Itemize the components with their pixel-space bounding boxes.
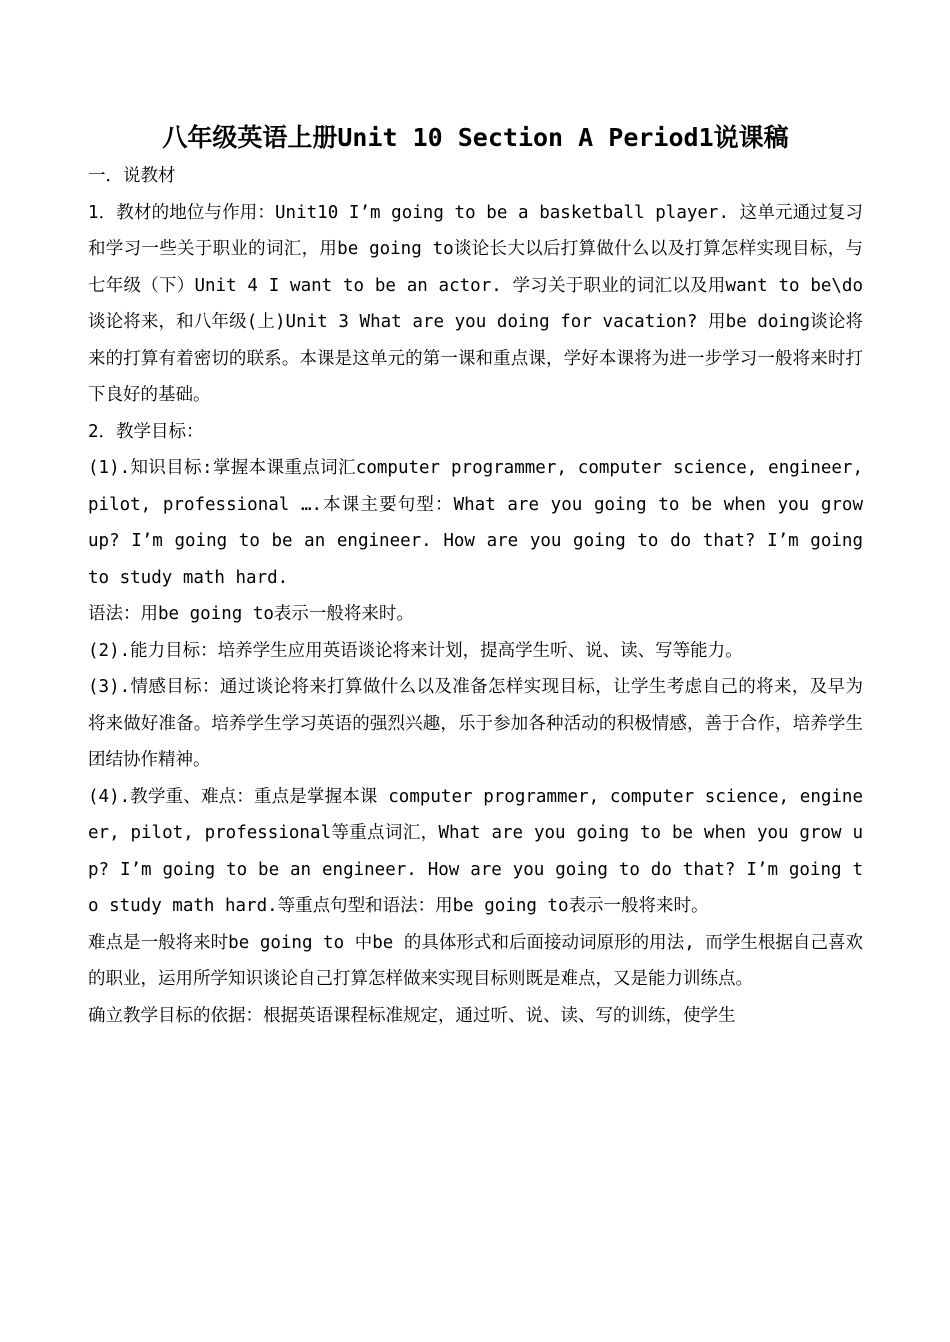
paragraph-knowledge-goal: (1).知识目标:掌握本课重点词汇computer programmer, computer science, engineer, pilot, professional ….本课主要句型：What are you going to be when you grow up? I’m going to be an engineer. How are you going to do that? I’m going to study math hard.	[88, 458, 863, 588]
paragraph-basis: 确立教学目标的依据：根据英语课程标准规定，通过听、说、读、写的训练，使学生	[88, 1005, 736, 1026]
paragraph-textbook-role: 1．教材的地位与作用：Unit10 I’m going to be a basketball player. 这单元通过复习和学习一些关于职业的词汇，用be going to谈论长大以后打算做什么以及打算怎样实现目标，与七年级（下）Unit 4 I want to be an actor. 学习关于职业的词汇以及用want to be\do谈论将来，和八年级(上)Unit 3 What are you doing for vacation? 用be doing谈论将来的打算有着密切的联系。本课是这单元的第一课和重点课，学好本课将为进一步学习一般将来时打下良好的基础。	[88, 202, 863, 405]
paragraph-difficult-points: 难点是一般将来时be going to 中be 的具体形式和后面接动词原形的用法, 而学生根据自己喜欢的职业，运用所学知识谈论自己打算怎样做来实现目标则既是难点，又是能力训练点。	[88, 932, 863, 989]
section-heading-textbook: 一．说教材	[88, 166, 176, 186]
paragraph-ability-goal: (2).能力目标：培养学生应用英语谈论将来计划，提高学生听、说、读、写等能力。	[88, 640, 743, 661]
paragraph-grammar: 语法：用be going to表示一般将来时。	[88, 604, 414, 624]
paragraph-teaching-goals-heading: 2．教学目标：	[88, 421, 204, 442]
paragraph-emotional-goal: (3).情感目标：通过谈论将来打算做什么以及准备怎样实现目标，让学生考虑自己的将来，及早为将来做好准备。培养学生学习英语的强烈兴趣，乐于参加各种活动的积极情感，善于合作，培养学生团结协作精神。	[88, 677, 863, 770]
document-title: 八年级英语上册Unit 10 Section A Period1说课稿	[162, 123, 789, 152]
paragraph-key-points: (4).教学重、难点：重点是掌握本课 computer programmer, computer science, engineer, pilot, professional等重点词汇，What are you going to be when you grow up? I’m going to be an engineer. How are you going to do that? I’m going to study math hard.等重点句型和语法：用be going to表示一般将来时。	[88, 786, 863, 916]
document-page	[88, 118, 863, 1034]
